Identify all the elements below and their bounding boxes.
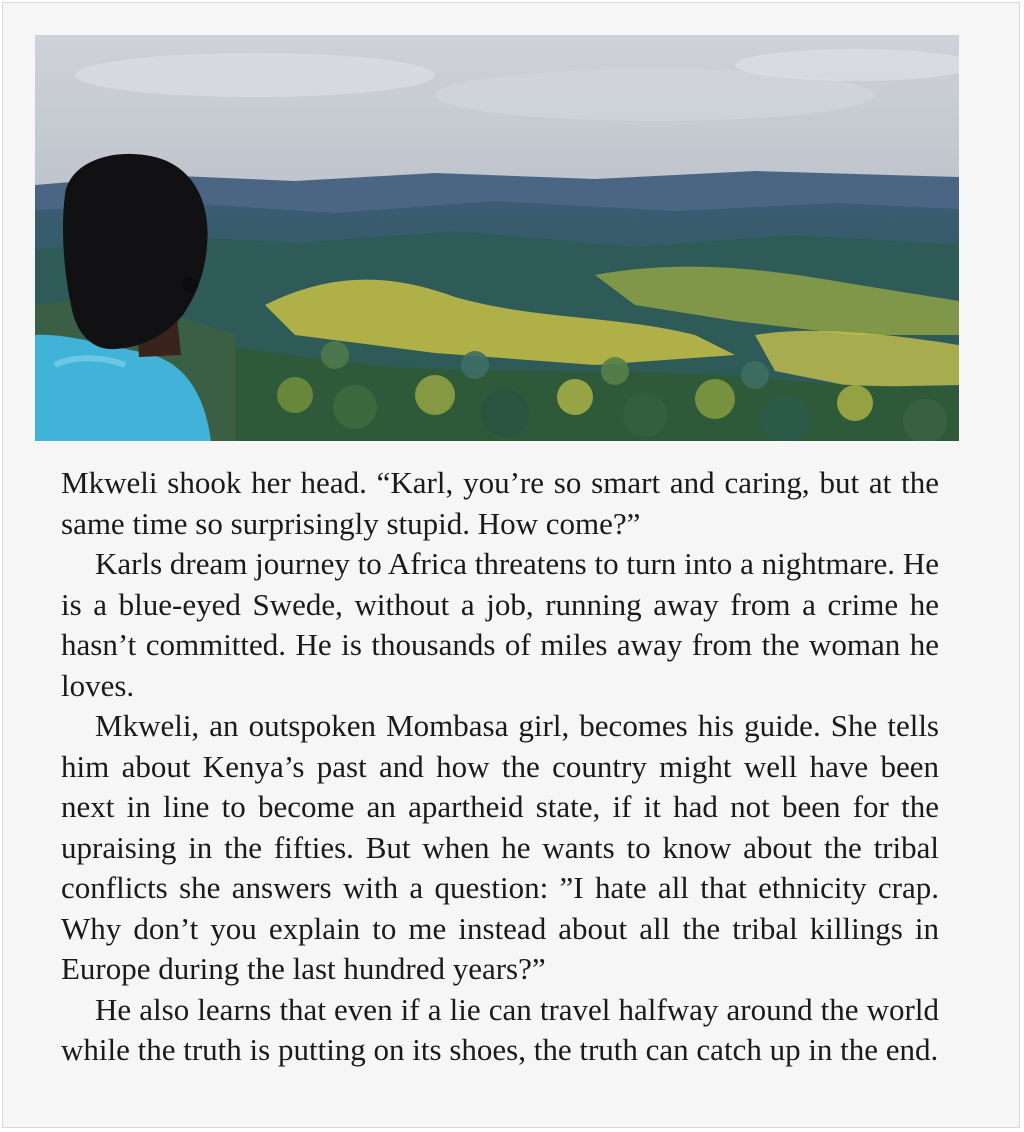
earring [182,277,198,293]
cover-illustration [35,35,959,441]
blurb-paragraph-3: Mkweli, an outspoken Mombasa girl, becomes his guide. She tells him about Kenya’s past and how the country might well have been next in line to become an apartheid state, if it had not been for the upraising in the fifties. But when he wants to know about the tribal conflicts she answers with a question: ”I hate all that ethnicity crap. Why don’t you explain to me instead about all the tribal killings in Europe during the last hundred years?” [61,708,939,986]
blurb-paragraph-1: Mkweli shook her head. “Karl, you’re so smart and caring, but at the same time so surprisingly stupid. How come?” [61,465,939,541]
blurb-paragraph-2: Karls dream journey to Africa threatens to turn into a nightmare. He is a blue-eyed Swede, without a job, running away from a crime he hasn’t committed. He is thousands of miles away from the woman he loves. [61,546,939,703]
landscape-illustration [35,35,959,441]
book-blurb [61,463,939,1071]
blurb-paragraph-4: He also learns that even if a lie can travel halfway around the world while the truth is putting on its shoes, the truth can catch up in the end. [61,991,939,1067]
book-back-cover [2,2,1020,1128]
